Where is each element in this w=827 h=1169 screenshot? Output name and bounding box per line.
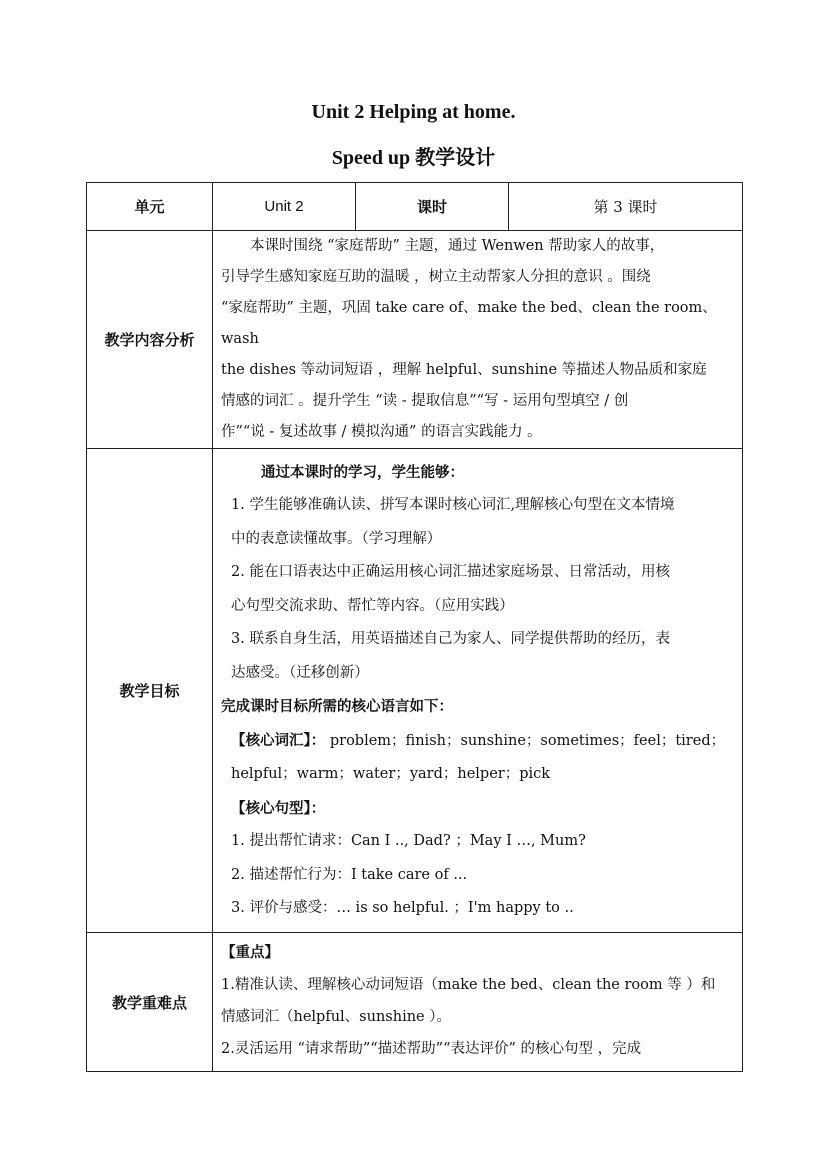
sentence-line: 3. 评价与感受：… is so helpful. ；I'm happy to .. xyxy=(231,900,574,916)
document-title: Unit 2 Helping at home. xyxy=(311,101,516,123)
analysis-line: 本课时围绕 “家庭帮助” 主题，通过 Wenwen 帮助家人的故事， xyxy=(250,238,665,254)
analysis-line: “家庭帮助” 主题，巩固 take care of、make the bed、clean the room、wash xyxy=(221,300,717,347)
key-points-row xyxy=(87,933,743,1072)
analysis-line: 引导学生感知家庭互助的温暖 ，树立主动帮家人分担的意识 。围绕 xyxy=(221,269,651,285)
key-points-label: 教学重难点 xyxy=(87,933,213,1072)
objectives-body xyxy=(213,449,743,933)
period-value-cell: 第 3 课时 xyxy=(509,183,743,231)
objectives-row xyxy=(87,449,743,933)
key-points-body xyxy=(213,933,743,1072)
vocab-line: problem；finish；sunshine；sometimes；feel；tired； xyxy=(329,732,726,749)
key-point-line: 1.精准认读、理解核心动词短语（make the bed、clean the room 等 ）和 xyxy=(221,977,716,993)
unit-label-cell: 单元 xyxy=(87,183,213,231)
sentence-line: 1. 提出帮忙请求：Can I .., Dad? ；May I …, Mum? xyxy=(231,833,586,849)
language-heading: 完成课时目标所需的核心语言如下： xyxy=(221,698,453,715)
objective-line: 心句型交流求助、帮忙等内容。（应用实践） xyxy=(231,597,514,614)
content-analysis-body xyxy=(213,231,743,449)
objective-line: 中的表意读懂故事。（学习理解） xyxy=(231,530,442,547)
unit-value-cell: Unit 2 xyxy=(213,183,356,231)
content-analysis-label: 教学内容分析 xyxy=(87,231,213,449)
sentence-line: 2. 描述帮忙行为：I take care of ... xyxy=(231,866,468,883)
analysis-line: the dishes 等动词短语 ，理解 helpful、sunshine 等描述人物品质和家庭 xyxy=(221,362,707,378)
objective-line: 1. 学生能够准确认读、拼写本课时核心词汇,理解核心句型在文本情境 xyxy=(231,497,675,513)
key-points-heading: 【重点】 xyxy=(221,944,279,961)
header-row xyxy=(87,183,743,231)
analysis-line: 情感的词汇 。提升学生 “读 - 提取信息”“写 - 运用句型填空 / 创 xyxy=(221,393,629,409)
objective-line: 达感受。（迁移创新） xyxy=(231,664,369,681)
vocab-label: 【核心词汇】： xyxy=(231,731,326,749)
analysis-line: 作”“说 - 复述故事 / 模拟沟通” 的语言实践能力 。 xyxy=(221,424,542,440)
objectives-intro: 通过本课时的学习，学生能够： xyxy=(261,463,464,481)
objective-line: 2. 能在口语表达中正确运用核心词汇描述家庭场景、日常活动，用核 xyxy=(231,564,670,580)
lesson-plan-table xyxy=(86,182,743,1072)
document-subtitle: Speed up 教学设计 xyxy=(331,147,496,169)
key-point-line: 情感词汇（helpful、sunshine ）。 xyxy=(221,1009,451,1025)
objectives-label: 教学目标 xyxy=(87,449,213,933)
vocab-line: helpful；warm；water；yard；helper；pick xyxy=(231,766,551,782)
sentence-label: 【核心句型】： xyxy=(231,799,326,817)
objective-line: 3. 联系自身生活，用英语描述自己为家人、同学提供帮助的经历，表 xyxy=(231,631,670,647)
content-analysis-row xyxy=(87,231,743,449)
period-label-cell: 课时 xyxy=(356,183,509,231)
key-point-line: 2.灵活运用 “请求帮助”“描述帮助”“表达评价” 的核心句型 ，完成 xyxy=(221,1041,642,1057)
